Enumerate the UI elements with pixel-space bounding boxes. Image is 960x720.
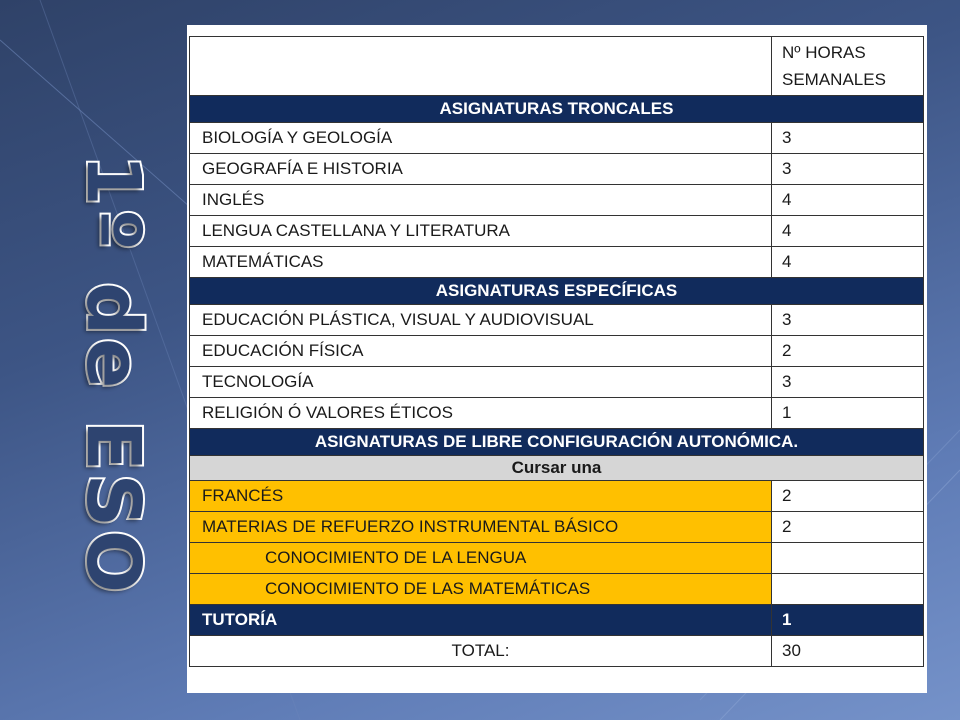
section-header: ASIGNATURAS TRONCALES: [190, 96, 924, 123]
subject-name: FRANCÉS: [190, 481, 772, 512]
subheader-cursar-una: Cursar una: [190, 456, 924, 481]
subject-name: BIOLOGÍA Y GEOLOGÍA: [190, 123, 772, 154]
section-header: ASIGNATURAS DE LIBRE CONFIGURACIÓN AUTONÓMICA.: [190, 429, 924, 456]
subject-hours: 4: [772, 247, 924, 278]
table-row: [190, 398, 924, 429]
subject-hours: 4: [772, 185, 924, 216]
slide-title-wrapper: [68, 154, 158, 596]
subject-name: CONOCIMIENTO DE LA LENGUA: [190, 543, 772, 574]
total-label: TOTAL:: [190, 636, 772, 667]
section-header: ASIGNATURAS ESPECÍFICAS: [190, 278, 924, 305]
subject-name: GEOGRAFÍA E HISTORIA: [190, 154, 772, 185]
subject-name: TECNOLOGÍA: [190, 367, 772, 398]
table-row: [190, 185, 924, 216]
table-header-row: [190, 37, 924, 96]
table-row: [190, 574, 924, 605]
table-row: [190, 216, 924, 247]
table-row: [190, 481, 924, 512]
subject-hours: [772, 574, 924, 605]
table-row: [190, 154, 924, 185]
table-row: [190, 367, 924, 398]
subject-hours: 2: [772, 512, 924, 543]
header-empty-cell: [190, 37, 772, 96]
total-row: [190, 636, 924, 667]
subheader-row: [190, 456, 924, 481]
tutoria-row: [190, 605, 924, 636]
subject-name: TUTORÍA: [190, 605, 772, 636]
subject-name: RELIGIÓN Ó VALORES ÉTICOS: [190, 398, 772, 429]
subject-hours: 4: [772, 216, 924, 247]
subjects-table: [189, 36, 924, 667]
subject-hours: 3: [772, 305, 924, 336]
table-row: [190, 305, 924, 336]
section-troncales: [190, 96, 924, 123]
table-row: [190, 543, 924, 574]
slide-title: 1º de ESO: [70, 154, 157, 596]
subject-name: EDUCACIÓN PLÁSTICA, VISUAL Y AUDIOVISUAL: [190, 305, 772, 336]
table-row: [190, 247, 924, 278]
subject-name: MATERIAS DE REFUERZO INSTRUMENTAL BÁSICO: [190, 512, 772, 543]
table-row: [190, 123, 924, 154]
table-row: [190, 512, 924, 543]
subject-hours: 2: [772, 481, 924, 512]
subject-hours: 1: [772, 605, 924, 636]
subject-hours: 3: [772, 154, 924, 185]
section-especificas: [190, 278, 924, 305]
table-row: [190, 336, 924, 367]
section-libre-configuracion: [190, 429, 924, 456]
subject-hours: [772, 543, 924, 574]
subject-name: INGLÉS: [190, 185, 772, 216]
subject-hours: 2: [772, 336, 924, 367]
subject-hours: 1: [772, 398, 924, 429]
subject-name: CONOCIMIENTO DE LAS MATEMÁTICAS: [190, 574, 772, 605]
schedule-sheet: [187, 25, 927, 693]
subject-name: EDUCACIÓN FÍSICA: [190, 336, 772, 367]
subject-hours: 3: [772, 123, 924, 154]
total-hours: 30: [772, 636, 924, 667]
subject-hours: 3: [772, 367, 924, 398]
subject-name: LENGUA CASTELLANA Y LITERATURA: [190, 216, 772, 247]
hours-header: Nº HORAS SEMANALES: [772, 37, 924, 96]
subject-name: MATEMÁTICAS: [190, 247, 772, 278]
